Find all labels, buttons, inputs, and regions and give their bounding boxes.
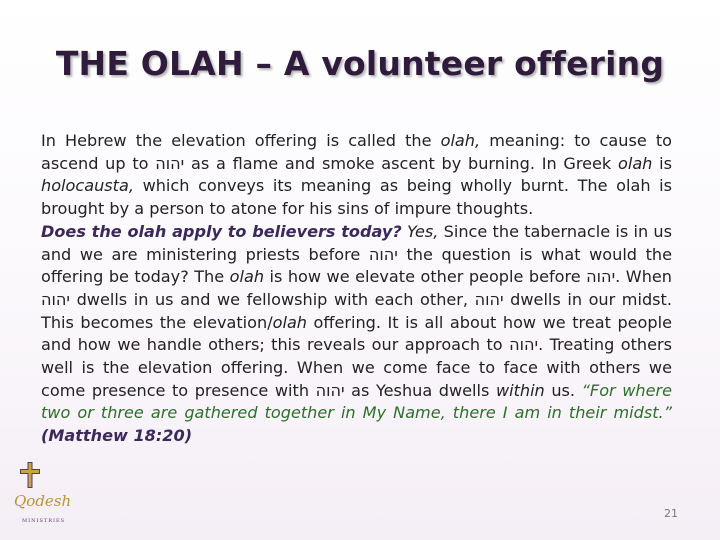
- yes-answer: Yes,: [401, 221, 439, 241]
- text-run: . When: [615, 267, 672, 287]
- question-heading: Does the olah apply to believers today?: [41, 221, 402, 241]
- within-term: within: [495, 380, 545, 400]
- slide-number: 21: [664, 507, 678, 520]
- text-run: is: [652, 153, 672, 173]
- olah-term: olah: [272, 312, 308, 332]
- logo-wordmark: Qodesh: [14, 492, 72, 510]
- text-run: dwells in our midst. This becomes the elevation/: [41, 289, 672, 332]
- yhwh-name: יהוה: [155, 153, 185, 173]
- olah-term: olah: [618, 153, 653, 173]
- text-run: us.: [544, 380, 576, 400]
- olah-term: olah: [229, 267, 265, 287]
- text-run: Since the tabernacle is in us and we are ministering priests before: [41, 221, 672, 264]
- slide-body: [41, 130, 672, 448]
- text-run: In Hebrew the elevation offering is called the: [41, 131, 441, 150]
- paragraph-olah-today: [41, 221, 672, 448]
- cross-icon: [20, 462, 40, 488]
- logo-subtext: MINISTRIES: [22, 518, 66, 524]
- slide-title: THE OLAH – A volunteer offering: [55, 44, 665, 83]
- yhwh-name: יהוה: [315, 380, 345, 400]
- olah-term: olah,: [440, 131, 481, 150]
- yhwh-name: יהוה: [41, 289, 71, 309]
- text-run: dwells in us and we fellowship with each other,: [70, 289, 475, 309]
- text-run: . Treating others well is the elevation offering. When we come face to face with others we come presence to presence with: [41, 335, 672, 400]
- yhwh-name: יהוה: [474, 289, 504, 309]
- yhwh-name: יהוה: [368, 244, 398, 264]
- text-run: meaning: to cause to ascend up to: [41, 131, 672, 173]
- text-run: offering. It is all about how we treat people and how we handle others; this reveals our approach to: [41, 312, 672, 355]
- text-run: as a flame and smoke ascent by burning. In Greek: [184, 153, 618, 173]
- paragraph-olah-definition: [41, 130, 672, 221]
- text-run: is how we elevate other people before: [264, 267, 587, 287]
- scripture-quote: “For where two or three are gathered together in My Name, there I am in their midst.”: [41, 380, 672, 423]
- yhwh-name: יהוה: [586, 267, 616, 287]
- text-run: the question is what would the offering be today? The: [41, 244, 672, 287]
- holocausta-term: holocausta,: [41, 176, 134, 196]
- ministry-logo: [8, 462, 72, 536]
- text-run: which conveys its meaning as being wholly burnt. The olah is brought by a person to atone for his sins of impure thoughts.: [41, 176, 672, 219]
- text-run: as Yeshua dwells: [344, 380, 496, 400]
- yhwh-name: יהוה: [509, 335, 539, 355]
- scripture-reference: (Matthew 18:20): [41, 426, 193, 446]
